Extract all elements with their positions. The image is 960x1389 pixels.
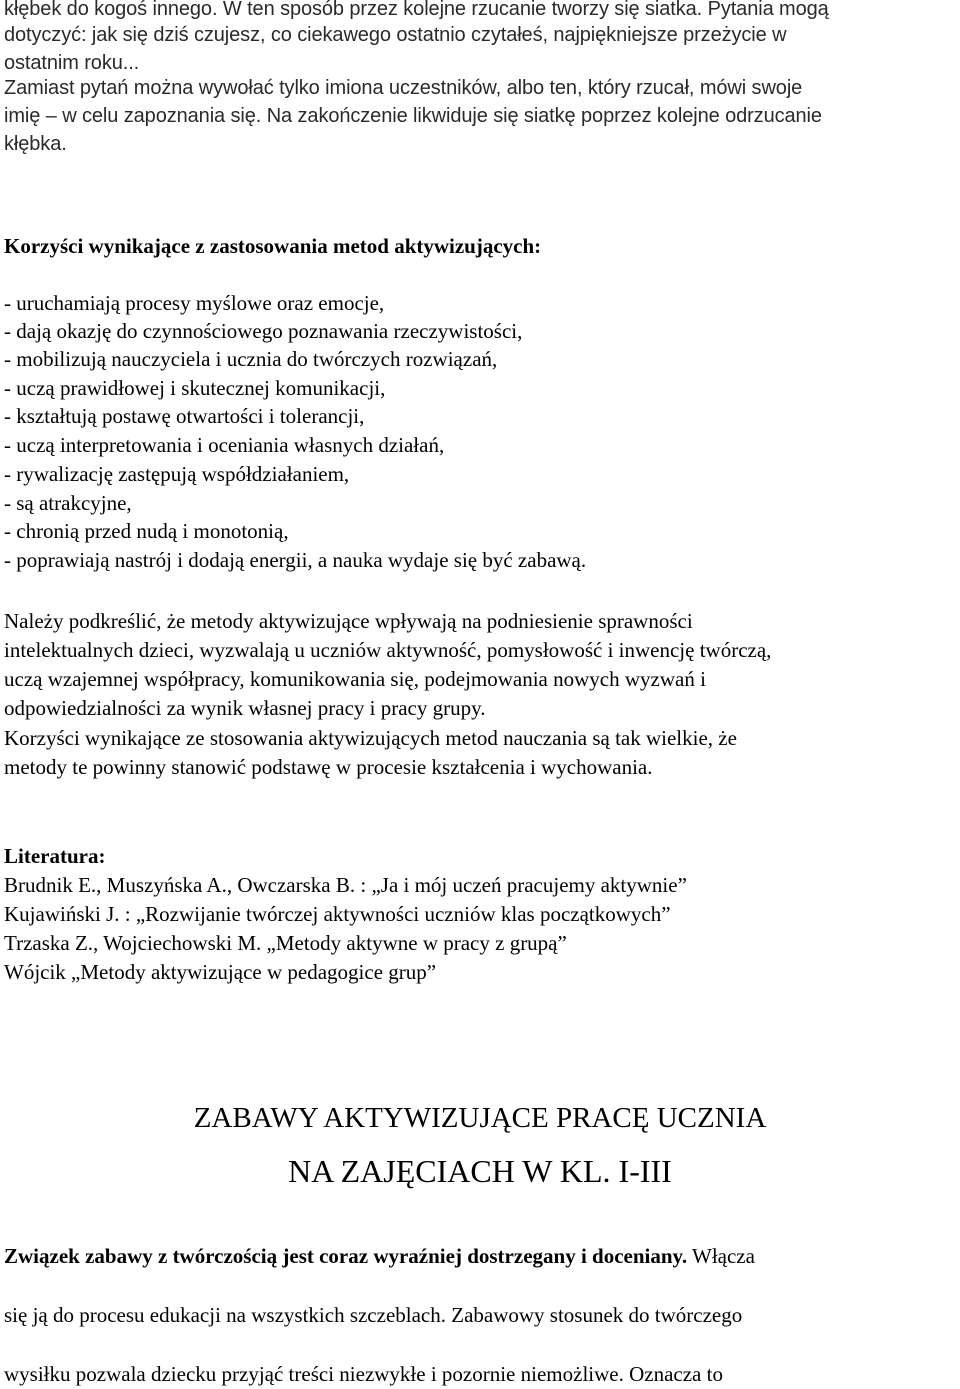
literature-item: Kujawiński J. : „Rozwijanie twórczej aktywności uczniów klas początkowych”	[4, 902, 671, 926]
benefit-item: - uczą interpretowania i oceniania własnych działań,	[4, 433, 445, 457]
benefit-item: - uczą prawidłowej i skutecznej komunikacji,	[4, 376, 386, 400]
benefit-item: - chronią przed nudą i monotonią,	[4, 519, 289, 543]
benefit-item: - dają okazję do czynnościowego poznawania rzeczywistości,	[4, 319, 523, 343]
section-title-line1: ZABAWY AKTYWIZUJĄCE PRACĘ UCZNIA	[193, 1102, 767, 1134]
closing-bold-sentence: Związek zabawy z twórczością jest coraz wyraźniej dostrzegany i doceniany.	[4, 1244, 688, 1268]
closing-line	[4, 1243, 755, 1269]
closing-line: wysiłku pozwala dziecku przyjąć treści niezwykłe i pozornie niemożliwe. Oznacza to	[4, 1362, 723, 1386]
summary-line: uczą wzajemnej współpracy, komunikowania się, podejmowania nowych wyzwań i	[4, 667, 706, 691]
benefits-heading: Korzyści wynikające z zastosowania metod aktywizujących:	[4, 234, 542, 258]
summary-line: odpowiedzialności za wynik własnej pracy i pracy grupy.	[4, 696, 486, 720]
benefit-item: - rywalizację zastępują współdziałaniem,	[4, 462, 350, 486]
summary-line: Korzyści wynikające ze stosowania aktywizujących metod nauczania są tak wielkie, że	[4, 726, 737, 750]
closing-line-rest: Włącza	[687, 1244, 755, 1268]
benefit-item: - uruchamiają procesy myślowe oraz emocje,	[4, 291, 385, 315]
intro-line: imię – w celu zapoznania się. Na zakończenie likwiduje się siatkę poprzez kolejne odrzucanie	[4, 105, 822, 127]
benefit-item: - poprawiają nastrój i dodają energii, a nauka wydaje się być zabawą.	[4, 548, 587, 572]
benefit-item: - są atrakcyjne,	[4, 491, 132, 515]
literature-item: Trzaska Z., Wojciechowski M. „Metody aktywne w pracy z grupą”	[4, 931, 567, 955]
summary-line: intelektualnych dzieci, wyzwalają u uczniów aktywność, pomysłowość i inwencję twórczą,	[4, 638, 772, 662]
intro-line: ostatnim roku...	[4, 52, 140, 74]
summary-line: Należy podkreślić, że metody aktywizujące wpływają na podniesienie sprawności	[4, 609, 693, 633]
intro-line: dotyczyć: jak się dziś czujesz, co ciekawego ostatnio czytałeś, najpiękniejsze przeżycie w	[4, 24, 787, 46]
section-title-line2: NA ZAJĘCIACH W KL. I-III	[288, 1153, 672, 1189]
benefit-item: - kształtują postawę otwartości i tolerancji,	[4, 404, 365, 428]
summary-line: metody te powinny stanowić podstawę w procesie kształcenia i wychowania.	[4, 755, 653, 779]
benefit-item: - mobilizują nauczyciela i ucznia do twórczych rozwiązań,	[4, 347, 498, 371]
intro-line: Zamiast pytań można wywołać tylko imiona uczestników, albo ten, który rzucał, mówi swoje	[4, 77, 803, 99]
closing-line: się ją do procesu edukacji na wszystkich szczeblach. Zabawowy stosunek do twórczego	[4, 1303, 743, 1327]
intro-line: kłębka.	[4, 133, 67, 155]
literature-item: Wójcik „Metody aktywizujące w pedagogice grup”	[4, 960, 437, 984]
literature-item: Brudnik E., Muszyńska A., Owczarska B. : „Ja i mój uczeń pracujemy aktywnie”	[4, 873, 687, 897]
literature-heading: Literatura:	[4, 844, 106, 868]
intro-line: kłębek do kogoś innego. W ten sposób przez kolejne rzucanie tworzy się siatka. Pytania mogą	[4, 0, 829, 20]
